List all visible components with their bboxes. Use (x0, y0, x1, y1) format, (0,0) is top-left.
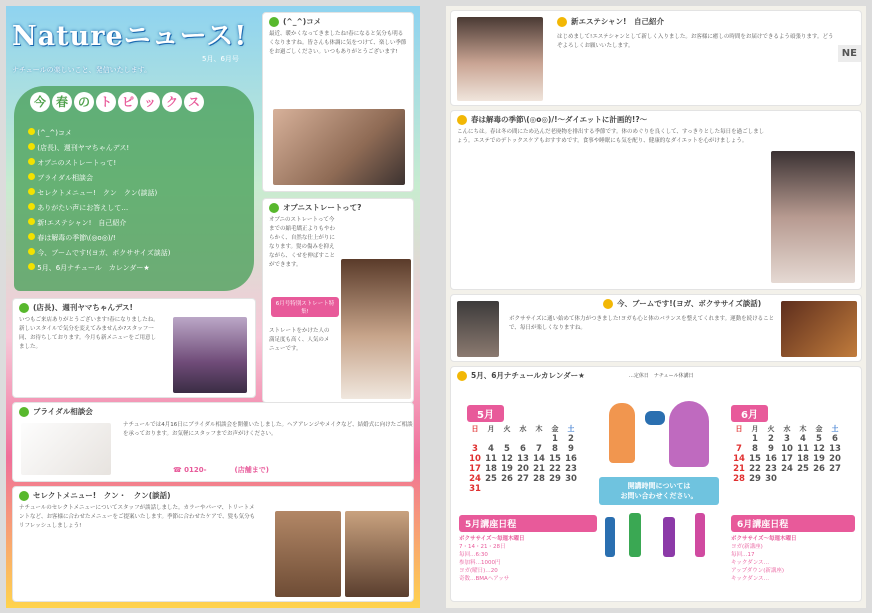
bottle-icon (605, 517, 615, 557)
weekday-label: 月 (751, 425, 759, 433)
calendar-day: 17 (469, 464, 481, 474)
boom-title: 今、ブームです!(ヨガ、ボクササイズ談話) (617, 299, 762, 308)
calendar-day: 22 (749, 464, 761, 474)
dryer-icon (645, 411, 665, 425)
straight-header (263, 199, 413, 216)
topic-item[interactable] (28, 141, 170, 156)
calendar-day: 18 (797, 454, 809, 464)
bullet-icon (603, 299, 613, 309)
weekday-label: 日 (471, 425, 479, 433)
bullet-icon (557, 17, 567, 27)
calendar-day: 17 (781, 454, 793, 464)
calendar-day: 1 (752, 434, 758, 444)
weekday-label: 水 (783, 425, 791, 433)
calendar-day: 18 (485, 464, 497, 474)
yoga-icon (669, 401, 709, 467)
schedule-line: 奇数…BMAヘアッサ (459, 576, 510, 582)
calendar-day: 16 (565, 454, 577, 464)
may-grid (467, 424, 579, 494)
calendar-day: 15 (549, 454, 561, 464)
esthe-body: はじめまして!エステシャンとして新しく入りました。お客様に癒しの時間をお届けできるよう頑張ります。どうぞよろしくお願いいたします。 (557, 34, 834, 49)
calendar-week (731, 474, 843, 484)
calendar-section (450, 366, 862, 602)
june-schedule-title: 6月講座日程 (731, 515, 855, 532)
calendar-day: 8 (552, 444, 558, 454)
calendar-day: 6 (520, 444, 526, 454)
calendar-week (467, 464, 579, 474)
calendar-header (451, 367, 861, 384)
comment-section (262, 12, 414, 192)
topics-panel (14, 86, 254, 291)
calendar-day: 28 (533, 474, 545, 484)
detox-body: こんにちは。春は冬の間にため込んだ老廃物を排出する季節です。体のめぐりを良くして、すっきりとした毎日を過ごしましょう。エステでのデトックスケアもおすすめです。食事や睡眠にも気を配り、健康的なダイエットを心がけましょう。 (457, 129, 765, 144)
topic-item[interactable] (28, 246, 170, 261)
bottle-icon (629, 513, 641, 557)
detox-photo (771, 151, 855, 283)
esthe-photo (457, 17, 543, 101)
bottle-icon (695, 513, 705, 557)
masthead (12, 14, 252, 94)
select-photo-2 (345, 511, 409, 597)
weekday-row (467, 424, 579, 434)
calendar-day: 10 (781, 444, 793, 454)
schedule-line: ヨガ(曜日)…20 (459, 568, 498, 574)
calendar-day: 16 (765, 454, 777, 464)
topic-item[interactable] (28, 186, 170, 201)
calendar-day: 22 (549, 464, 561, 474)
calendar-day: 11 (485, 454, 497, 464)
topic-label: 春は解毒の季節\(◎o◎)/! (37, 234, 116, 242)
straight-section (262, 198, 414, 403)
weekday-row (731, 424, 843, 434)
left-page (6, 6, 420, 608)
manager-header (13, 299, 255, 316)
calendar-day: 2 (568, 434, 574, 444)
june-label: 6月 (731, 405, 768, 422)
may-schedule (459, 515, 597, 582)
bullet-icon (19, 491, 29, 501)
schedule-line: アップダウン(新講座) (731, 568, 785, 574)
bullet-icon (457, 115, 467, 125)
weekday-label: 土 (831, 425, 839, 433)
select-body: ナチュールのセレクトメニューについてスタッフが談話しました。カラーやパーマ、トリートメントなど、お客様に合わせたメニューをご提案いたします。季節に合わせたケアで、髪も気分もリフレッシュしましょう! (19, 505, 256, 529)
schedule-line: キックダンス… (731, 576, 770, 582)
calendar-week (731, 444, 843, 454)
calendar-day: 8 (752, 444, 758, 454)
bridal-header (13, 403, 413, 420)
topic-item[interactable] (28, 126, 170, 141)
calendar-day: 2 (768, 434, 774, 444)
topic-label: ありがたい声にお答えして… (37, 204, 129, 212)
calendar-day: 3 (784, 434, 790, 444)
calendar-day: 13 (517, 454, 529, 464)
straight-body-2: ストレートをかけた人の満足度も高く、人気のメニューです。 (269, 328, 330, 352)
calendar-day: 7 (736, 444, 742, 454)
bridal-photo (21, 423, 111, 475)
weekday-label: 水 (519, 425, 527, 433)
weekday-label: 火 (503, 425, 511, 433)
calendar-day: 19 (813, 454, 825, 464)
june-schedule (731, 515, 855, 582)
select-menu-section (12, 486, 414, 602)
calendar-day: 12 (813, 444, 825, 454)
bottle-icon (663, 517, 675, 557)
calendar-title: 5月、6月ナチュールカレンダー★ (471, 371, 585, 380)
calendar-day: 15 (749, 454, 761, 464)
topics-heading-char: ス (184, 92, 204, 112)
center-note: 開講時間については お問い合わせください。 (599, 477, 719, 505)
weekday-label: 土 (567, 425, 575, 433)
manager-title: (店長)、週刊ヤマちゃんデス! (33, 303, 133, 312)
topic-item[interactable] (28, 171, 170, 186)
schedule-line: ヨガ(新講座) (731, 544, 763, 550)
calendar-day: 3 (472, 444, 478, 454)
calendar-day: 29 (749, 474, 761, 484)
calendar-day: 25 (797, 464, 809, 474)
bridal-title: ブライダル相談会 (33, 407, 93, 416)
calendar-day: 9 (768, 444, 774, 454)
calendar-day: 26 (501, 474, 513, 484)
select-title: セレクトメニュー! クン・ クン(談話) (33, 491, 171, 500)
esthe-section (450, 10, 862, 106)
calendar-day: 9 (568, 444, 574, 454)
bullet-icon (457, 371, 467, 381)
bridal-body: ナチュールでは4月16日にブライダル相談会を開催いたしました。ヘアアレンジやメイクなど、結婚式に向けたご相談を承っております。お気軽にスタッフまでお声がけください。 (123, 422, 413, 437)
schedule-line: 参加料…1000円 (459, 560, 501, 566)
runner-icon (609, 403, 635, 463)
calendar-day: 23 (765, 464, 777, 474)
schedule-line: キックダンス… (731, 560, 770, 566)
topic-item[interactable] (28, 231, 170, 246)
bullet-icon (269, 17, 279, 27)
calendar-day: 20 (829, 454, 841, 464)
boom-photo-1 (457, 301, 499, 357)
manager-photo (173, 317, 247, 393)
may-label: 5月 (467, 405, 504, 422)
topic-label: (^_^)コメ (37, 129, 72, 137)
calendar-day: 6 (832, 434, 838, 444)
detox-header (451, 111, 861, 128)
topic-item[interactable] (28, 201, 170, 216)
calendar-day: 14 (733, 454, 745, 464)
manager-section (12, 298, 256, 398)
calendar-week (467, 484, 579, 494)
straight-title: オブニストレートって? (283, 203, 362, 212)
right-page (446, 6, 866, 608)
calendar-day: 7 (536, 444, 542, 454)
calendar-day: 21 (533, 464, 545, 474)
calendar-day: 5 (816, 434, 822, 444)
calendar-day: 13 (829, 444, 841, 454)
weekday-label: 木 (535, 425, 543, 433)
center-illustration (599, 397, 719, 597)
calendar-day: 1 (552, 434, 558, 444)
calendar-week (731, 454, 843, 464)
calendar-day: 30 (565, 474, 577, 484)
comment-header (263, 13, 413, 30)
topics-heading-char: ッ (140, 92, 160, 112)
topic-label: 今、ブームです!(ヨガ、ボクササイズ談話) (37, 249, 171, 257)
june-grid (731, 424, 843, 484)
topics-heading-char: 春 (52, 92, 72, 112)
bridal-phone[interactable]: ☎ 0120- (店舗まで) (173, 466, 269, 474)
comment-body: 最近、暖かくなってきましたね!春になると気分も明るくなりますね。皆さんも体調に気をつけて、楽しい季節をお過ごしください。いつもありがとうございます! (269, 31, 407, 55)
weekday-label: 木 (799, 425, 807, 433)
calendar-day: 23 (565, 464, 577, 474)
schedule-line: 7・14・21・28日 (459, 544, 506, 550)
june-schedule-heading: ボクササイズ〜毎週木曜日 (731, 536, 797, 542)
weekday-label: 金 (815, 425, 823, 433)
calendar-week (467, 434, 579, 444)
weekday-label: 月 (487, 425, 495, 433)
may-schedule-heading: ボクササイズ〜毎週木曜日 (459, 536, 525, 542)
masthead-date: 5月、6月号 (202, 55, 239, 63)
schedule-line: 毎回…17 (731, 552, 755, 558)
masthead-tagline: ナチュールの楽しいこと、発信いたします。 (12, 66, 152, 74)
calendar-day: 19 (501, 464, 513, 474)
calendar-day: 29 (549, 474, 561, 484)
select-header (13, 487, 413, 504)
calendar-day: 5 (504, 444, 510, 454)
detox-section (450, 110, 862, 290)
may-schedule-title: 5月講座日程 (459, 515, 597, 532)
topics-heading-char: ピ (118, 92, 138, 112)
calendar-day: 24 (469, 474, 481, 484)
calendar-day: 27 (517, 474, 529, 484)
detox-title: 春は解毒の季節\(◎o◎)/!〜ダイエットに計画的!?〜 (471, 115, 648, 124)
boom-photo-2 (781, 301, 857, 357)
topic-label: 新!エステシャン! 自己紹介 (37, 219, 127, 227)
calendar-day: 21 (733, 464, 745, 474)
topic-item[interactable] (28, 261, 170, 276)
schedule-line: 毎回…6:30 (459, 552, 488, 558)
straight-body: オブニのストレートって今までの縮毛矯正よりもやわらかく、自然な仕上がりになります。髪の傷みを抑えながら、くせを伸ばすことができます。 (269, 217, 336, 268)
calendar-day: 10 (469, 454, 481, 464)
topics-heading-char: ト (96, 92, 116, 112)
topics-heading-char: ク (162, 92, 182, 112)
may-calendar (467, 405, 579, 494)
calendar-day: 20 (517, 464, 529, 474)
topics-heading-char: の (74, 92, 94, 112)
calendar-day: 11 (797, 444, 809, 454)
esthe-header (551, 13, 670, 30)
calendar-week (467, 474, 579, 484)
calendar-day: 25 (485, 474, 497, 484)
weekday-label: 金 (551, 425, 559, 433)
topic-label: (店長)、週刊ヤマちゃんデス! (37, 144, 130, 152)
straight-badge: 6月号特別ストレート特集! (271, 297, 339, 317)
boom-header (597, 295, 767, 312)
topic-label: 5月、6月ナチュール カレンダー★ (37, 264, 150, 272)
weekday-label: 火 (767, 425, 775, 433)
calendar-day: 30 (765, 474, 777, 484)
select-photo-1 (275, 511, 341, 597)
stylist-photo (273, 109, 405, 185)
june-calendar (731, 405, 843, 484)
bullet-icon (19, 407, 29, 417)
masthead-title: Natureニュース! (12, 21, 248, 52)
calendar-week (467, 444, 579, 454)
calendar-day: 26 (813, 464, 825, 474)
calendar-day: 28 (733, 474, 745, 484)
topic-label: ブライダル相談会 (37, 174, 94, 182)
topic-label: セレクトメニュー! クン クン(談話) (37, 189, 158, 197)
calendar-day: 31 (469, 484, 481, 494)
calendar-week (731, 434, 843, 444)
bullet-icon (19, 303, 29, 313)
manager-body: いつもご来店ありがとうございます!春になりましたね。新しいスタイルで気分を変えてみませんか?スタッフ一同、お待ちしております。今月も新メニューをご用意しました。 (19, 317, 159, 350)
comment-title: (^_^)コメ (283, 17, 322, 26)
calendar-day: 24 (781, 464, 793, 474)
model-photo (341, 259, 411, 399)
topic-label: オブニのストレートって! (37, 159, 117, 167)
calendar-day: 12 (501, 454, 513, 464)
weekday-label: 日 (735, 425, 743, 433)
next-label[interactable]: NE (838, 45, 861, 62)
topics-heading-char: 今 (30, 92, 50, 112)
calendar-day: 14 (533, 454, 545, 464)
bullet-icon (269, 203, 279, 213)
esthe-title: 新エステシャン! 自己紹介 (571, 17, 664, 26)
boom-body: ボクササイズに通い始めて体力がつきました!ヨガも心と体のバランスを整えてくれます。運動を続けることで、毎日が楽しくなりますね。 (509, 316, 775, 331)
calendar-day: 4 (488, 444, 494, 454)
topics-list (28, 126, 170, 276)
calendar-week (467, 454, 579, 464)
calendar-week (731, 464, 843, 474)
topic-item[interactable] (28, 156, 170, 171)
phone-number: 0120- (店舗まで) (184, 466, 269, 474)
boom-section (450, 294, 862, 362)
calendar-day: 4 (800, 434, 806, 444)
calendar-legend: …定休日 ナチュール休講日 (628, 373, 694, 379)
calendar-day: 27 (829, 464, 841, 474)
topics-heading (30, 92, 204, 112)
topic-item[interactable] (28, 216, 170, 231)
bridal-section (12, 402, 414, 482)
